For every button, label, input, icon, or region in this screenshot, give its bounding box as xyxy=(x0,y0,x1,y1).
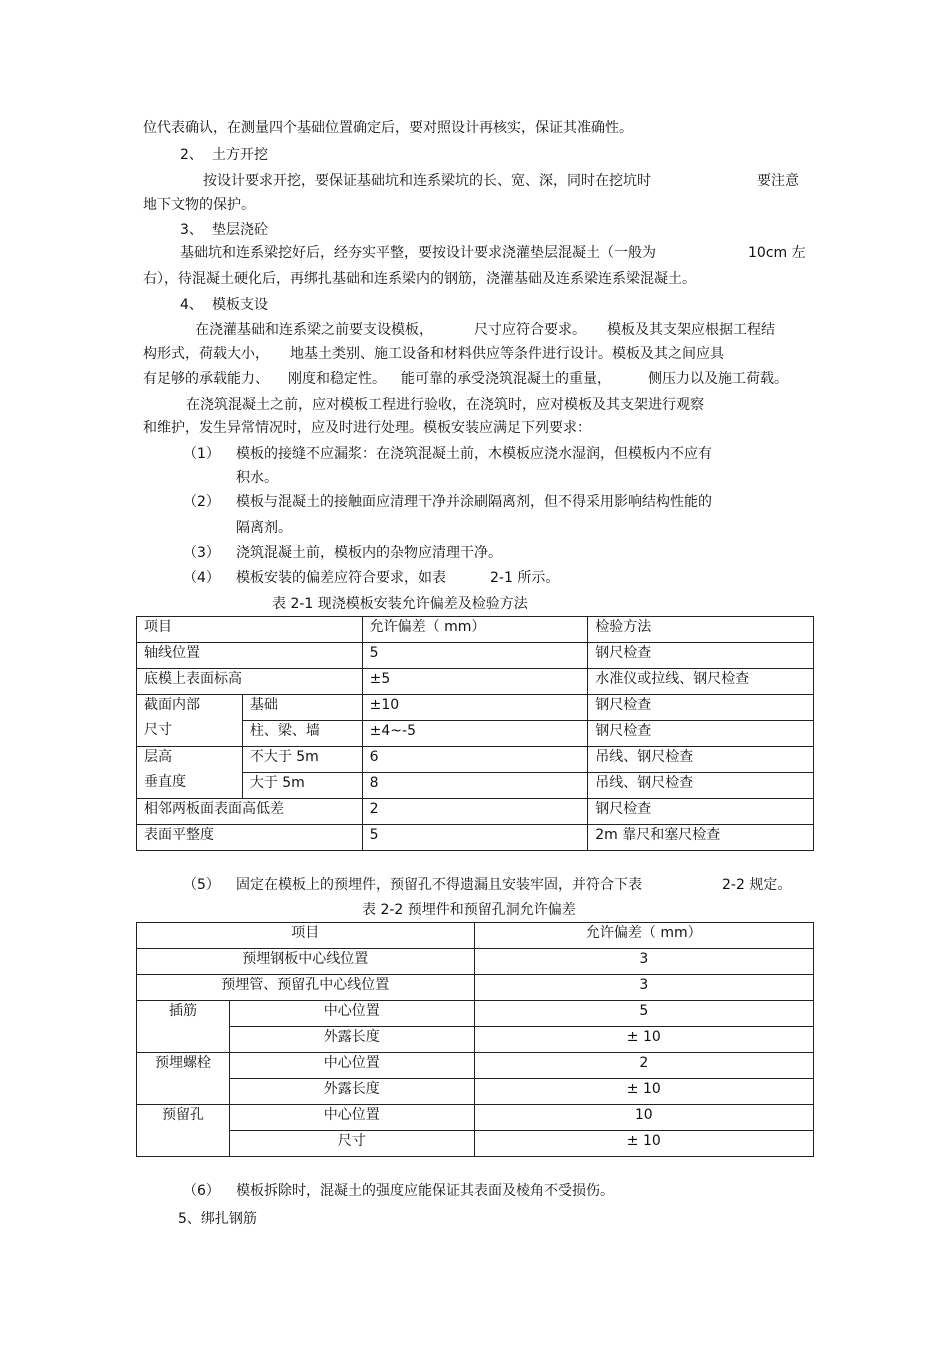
list-item: （2） 模板与混凝土的接触面应清理干净并涂刷隔离剂，但不得采用影响结构性能的 xyxy=(183,494,712,510)
table-row: 层高 垂直度 不大于 5m 6 吊线、钢尺检查 xyxy=(137,747,814,773)
table-row: 相邻两板面表面高低差 2 钢尺检查 xyxy=(137,799,814,825)
group-cell: 层高 垂直度 xyxy=(137,747,243,799)
table-row: 轴线位置 5 钢尺检查 xyxy=(137,643,814,669)
table-row: 截面内部 尺寸 基础 ±10 钢尺检查 xyxy=(137,695,814,721)
group-cell: 截面内部 尺寸 xyxy=(137,695,243,747)
header-cell: 项目 xyxy=(137,923,475,949)
table-row: 预留孔 中心位置 10 xyxy=(137,1105,814,1131)
list-item: （1） 模板的接缝不应漏浆：在浇筑混凝土前，木模板应浇水湿润，但模板内不应有 xyxy=(183,446,712,462)
paragraph-line: 构形式，荷载大小， 地基土类别、施工设备和材料供应等条件进行设计。模板及其之间应具 xyxy=(143,346,724,362)
table-row: 预埋螺栓 中心位置 2 xyxy=(137,1053,814,1079)
header-cell: 项目 xyxy=(137,617,363,643)
table-row: 表面平整度 5 2m 靠尺和塞尺检查 xyxy=(137,825,814,851)
list-item: （5） 固定在模板上的预埋件，预留孔不得遗漏且安装牢固，并符合下表 2-2 规定。 xyxy=(183,877,792,893)
list-item: （4） 模板安装的偏差应符合要求，如表 2-1 所示。 xyxy=(183,570,560,586)
table-row: 柱、梁、墙 ±4~-5 钢尺检查 xyxy=(137,721,814,747)
table-row: 插筋 中心位置 5 xyxy=(137,1001,814,1027)
table-row: 外露长度 ± 10 xyxy=(137,1027,814,1053)
table-row: 外露长度 ± 10 xyxy=(137,1079,814,1105)
paragraph-line: 基础坑和连系梁挖好后，经夯实平整，要按设计要求浇灌垫层混凝土（一般为 10cm 左 xyxy=(180,245,806,261)
table-header-row xyxy=(137,617,814,643)
header-cell: 允许偏差（ mm） xyxy=(362,617,588,643)
table-embedded-parts-tolerance xyxy=(136,922,814,1157)
group-cell: 预留孔 xyxy=(137,1105,230,1157)
section-heading-3: 3、 垫层浇砼 xyxy=(180,222,268,238)
table-row: 底模上表面标高 ±5 水准仪或拉线、钢尺检查 xyxy=(137,669,814,695)
paragraph-line: 按设计要求开挖，要保证基础坑和连系梁坑的长、宽、深，同时在挖坑时 要注意 xyxy=(203,173,799,189)
group-cell: 插筋 xyxy=(137,1001,230,1053)
section-heading-2: 2、 土方开挖 xyxy=(180,147,268,163)
table-caption: 表 2-1 现浇模板安装允许偏差及检验方法 xyxy=(272,596,528,612)
table-header-row xyxy=(137,923,814,949)
header-cell: 检验方法 xyxy=(588,617,814,643)
table-row: 预埋管、预留孔中心线位置 3 xyxy=(137,975,814,1001)
table-formwork-tolerance xyxy=(136,616,814,851)
table-row: 尺寸 ± 10 xyxy=(137,1131,814,1157)
table-caption: 表 2-2 预埋件和预留孔洞允许偏差 xyxy=(362,902,576,918)
table-row: 预埋钢板中心线位置 3 xyxy=(137,949,814,975)
paragraph-line: 有足够的承载能力、 刚度和稳定性。 能可靠的承受浇筑混凝土的重量， 侧压力以及施工荷载。 xyxy=(143,371,788,387)
paragraph-line: 在浇灌基础和连系梁之前要支设模板， 尺寸应符合要求。 模板及其支架应根据工程结 xyxy=(195,322,775,338)
list-item: （6） 模板拆除时，混凝土的强度应能保证其表面及棱角不受损伤。 xyxy=(183,1183,614,1199)
section-heading-4: 4、 模板支设 xyxy=(180,297,268,313)
table-row: 大于 5m 8 吊线、钢尺检查 xyxy=(137,773,814,799)
group-cell: 预埋螺栓 xyxy=(137,1053,230,1105)
header-cell: 允许偏差（ mm） xyxy=(474,923,813,949)
list-item: （3） 浇筑混凝土前，模板内的杂物应清理干净。 xyxy=(183,545,502,561)
